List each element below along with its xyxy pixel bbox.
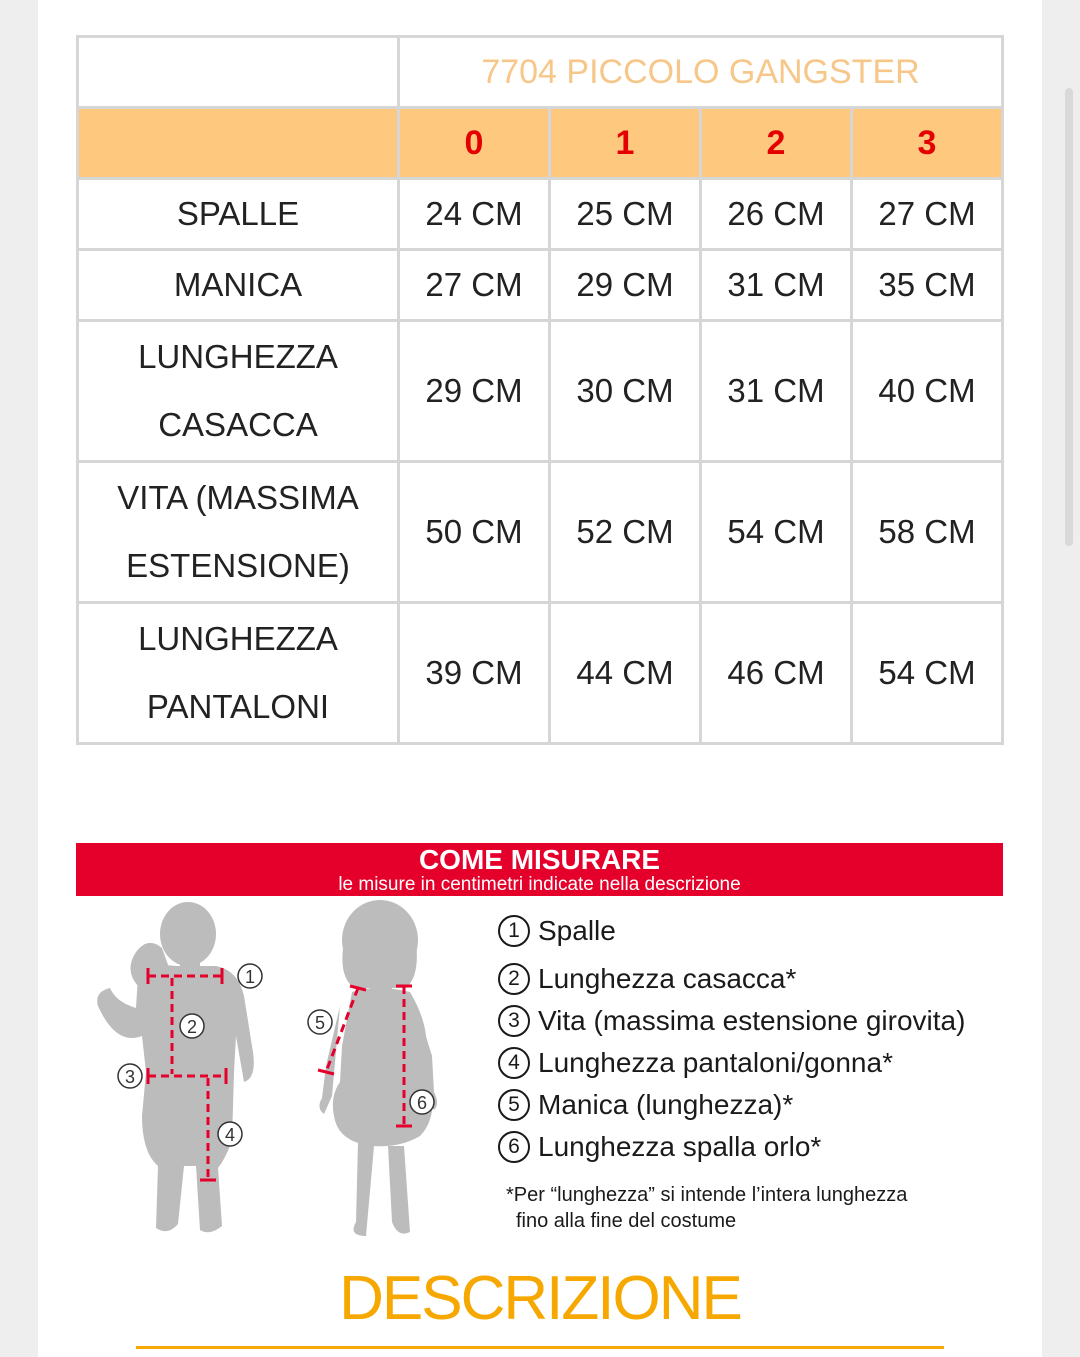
- measurement-cell: 50 CM: [400, 463, 548, 601]
- figure-marker-label: 6: [416, 1093, 428, 1113]
- figure-marker-2: [180, 1014, 204, 1038]
- measurement-cell: 44 CM: [551, 604, 699, 742]
- footnote-line: fino alla fine del costume: [516, 1210, 737, 1232]
- banner-title: COME MISURARE: [418, 844, 661, 875]
- figure-marker-6: [410, 1090, 434, 1114]
- row-label-line: SPALLE: [176, 195, 300, 232]
- table-row-vita: [79, 463, 1001, 601]
- empty-corner-cell: [79, 38, 397, 106]
- legend-text: Lunghezza spalla orlo*: [538, 1131, 822, 1162]
- size-header-1: 1: [551, 109, 699, 177]
- table-title-row: [79, 38, 1001, 106]
- legend-item: [498, 1000, 1018, 1042]
- footnote-line: *Per “lunghezza” si intende l’intera lunghezza: [506, 1184, 908, 1206]
- scrollbar-thumb[interactable]: [1065, 88, 1073, 546]
- measurement-cell: 31 CM: [702, 322, 850, 460]
- legend-item: [498, 1042, 1018, 1084]
- measurement-cell: 58 CM: [853, 463, 1001, 601]
- girl-silhouette-icon: [319, 900, 437, 1236]
- measurement-cell: 31 CM: [702, 251, 850, 319]
- row-label-line: MANICA: [173, 266, 303, 303]
- measurement-cell: 27 CM: [853, 180, 1001, 248]
- measurement-cell: 25 CM: [551, 180, 699, 248]
- row-label: [79, 463, 397, 601]
- size-header-row: [79, 109, 1001, 177]
- measurement-cell: 29 CM: [551, 251, 699, 319]
- legend-item: [498, 1126, 1018, 1168]
- figure-marker-4: [218, 1122, 242, 1146]
- legend-number: 1: [498, 915, 530, 947]
- legend-number: 3: [498, 1005, 530, 1037]
- measurement-cell: 46 CM: [702, 604, 850, 742]
- table-row-spalle: [79, 180, 1001, 248]
- figure-marker-label: 1: [244, 967, 256, 987]
- row-label: [79, 604, 397, 742]
- row-label-line: VITA (MASSIMA: [117, 479, 359, 516]
- figure-marker-label: 4: [224, 1125, 236, 1145]
- figure-marker-label: 3: [124, 1067, 136, 1087]
- table-row-lunghezza-pantaloni: [79, 604, 1001, 742]
- measurement-cell: 35 CM: [853, 251, 1001, 319]
- measurement-cell: 54 CM: [702, 463, 850, 601]
- measurement-figures: [76, 896, 496, 1256]
- size-header-0: 0: [400, 109, 548, 177]
- row-label: [79, 180, 397, 248]
- legend-number: 6: [498, 1131, 530, 1163]
- measurement-cell: 29 CM: [400, 322, 548, 460]
- length-footnote: [506, 1182, 1006, 1234]
- figure-marker-label: 5: [314, 1013, 326, 1033]
- legend-text: Spalle: [538, 915, 616, 946]
- measurement-cell: 26 CM: [702, 180, 850, 248]
- measurement-cell: 24 CM: [400, 180, 548, 248]
- measurement-cell: 40 CM: [853, 322, 1001, 460]
- legend-text: Manica (lunghezza)*: [538, 1089, 794, 1120]
- row-label-line: PANTALONI: [146, 688, 330, 725]
- how-to-measure-banner: [76, 843, 1003, 896]
- header-empty-cell: [79, 109, 397, 177]
- measurement-cell: 27 CM: [400, 251, 548, 319]
- legend-item: [498, 1084, 1018, 1126]
- legend-text: Lunghezza casacca*: [538, 963, 797, 994]
- legend-item: [498, 910, 1018, 952]
- measurement-cell: 30 CM: [551, 322, 699, 460]
- banner-subtitle: le misure in centimetri indicate nella descrizione: [338, 874, 741, 895]
- legend-number: 5: [498, 1089, 530, 1121]
- size-chart-table: [76, 35, 1004, 745]
- section-heading: DESCRIZIONE: [339, 1264, 741, 1333]
- measurement-cell: 52 CM: [551, 463, 699, 601]
- figure-marker-1: [238, 964, 262, 988]
- legend-item: [498, 958, 1018, 1000]
- heading-divider: [136, 1346, 944, 1349]
- row-label-line: CASACCA: [158, 406, 318, 443]
- table-row-manica: [79, 251, 1001, 319]
- boy-silhouette-icon: [97, 902, 254, 1232]
- measurement-cell: 54 CM: [853, 604, 1001, 742]
- table-row-lunghezza-casacca: [79, 322, 1001, 460]
- row-label-line: LUNGHEZZA: [138, 620, 338, 657]
- figure-marker-5: [308, 1010, 332, 1034]
- legend-text: Lunghezza pantaloni/gonna*: [538, 1047, 893, 1078]
- figure-marker-label: 2: [186, 1017, 198, 1037]
- legend-number: 2: [498, 963, 530, 995]
- row-label-line: LUNGHEZZA: [138, 338, 338, 375]
- measurement-cell: 39 CM: [400, 604, 548, 742]
- legend-number: 4: [498, 1047, 530, 1079]
- measurement-legend: [498, 910, 1018, 1168]
- product-title: 7704 PICCOLO GANGSTER: [400, 38, 1001, 106]
- figure-marker-3: [118, 1064, 142, 1088]
- row-label-line: ESTENSIONE): [126, 547, 350, 584]
- size-header-2: 2: [702, 109, 850, 177]
- row-label: [79, 322, 397, 460]
- size-header-3: 3: [853, 109, 1001, 177]
- legend-text: Vita (massima estensione girovita): [538, 1005, 966, 1036]
- row-label: [79, 251, 397, 319]
